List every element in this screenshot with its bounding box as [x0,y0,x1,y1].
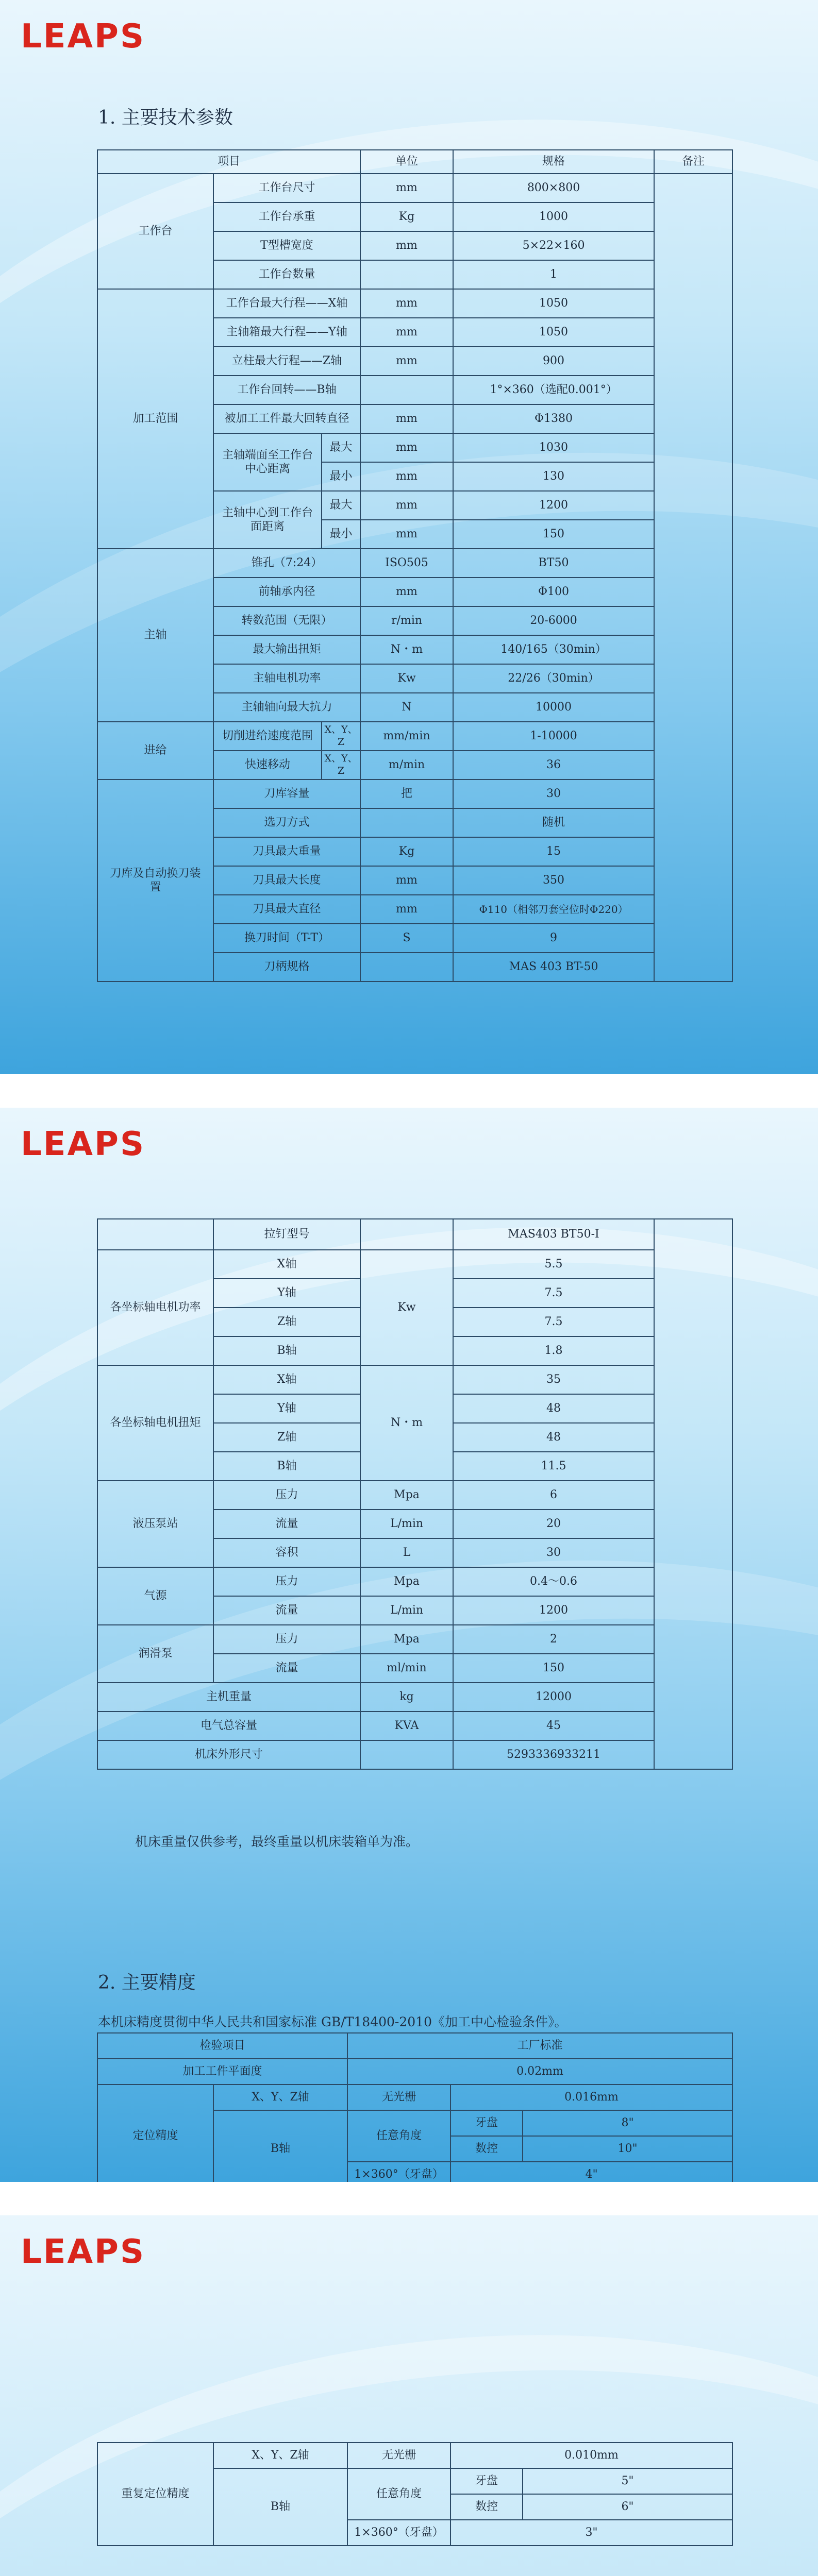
cell-unit: mm/min [360,722,453,751]
cell-item: 流量 [213,1596,360,1625]
cell-spec: 15 [453,837,654,866]
group-spindle: 主轴 [97,549,213,722]
cell-unit: N [360,693,453,722]
section2-title: 2. 主要精度 [98,1972,196,1993]
cell-item: 主轴电机功率 [213,664,360,693]
cell-cond: 1×360°（牙盘） [347,2520,450,2546]
cell-axes: B轴 [213,2110,347,2182]
cell-unit: mm [360,866,453,895]
precision-table [97,2032,733,2182]
cell-item: 转数范围（无限） [213,606,360,635]
table-row [97,1481,732,1510]
group-worktable: 工作台 [97,174,213,289]
group-torque: 各坐标轴电机扭矩 [97,1365,213,1481]
cell-item: Z轴 [213,1308,360,1336]
table-row [97,1625,732,1654]
cell-unit: ml/min [360,1654,453,1683]
cell-unit [360,376,453,404]
cell-spec: 1050 [453,289,654,318]
group-atc: 刀库及自动换刀装置 [97,779,213,981]
cell-unit: N・m [360,1365,453,1481]
cell-axes: X、Y、Z轴 [213,2084,347,2110]
cell-item: 主机重量 [97,1683,360,1711]
cell-item: 电气总容量 [97,1711,360,1740]
section1-title: 1. 主要技术参数 [98,107,233,128]
cell-unit: kg [360,1683,453,1711]
cell-spec: BT50 [453,549,654,578]
cell-spec: 35 [453,1365,654,1394]
header-item: 检验项目 [97,2033,347,2059]
group-range: 加工范围 [97,289,213,549]
table-row [97,779,732,808]
cell-axes: X、Y、Z [322,751,360,779]
cell-item: 被加工工件最大回转直径 [213,404,360,433]
cell-item: 机床外形尺寸 [97,1740,360,1769]
cell-spec: 0.010mm [450,2443,732,2468]
cell-item: 换刀时间（T-T） [213,924,360,953]
cell-spec: MAS403 BT50-I [453,1219,654,1250]
table-row [97,722,732,751]
group-air: 气源 [97,1567,213,1625]
cell-unit [360,260,453,289]
cell-spec: 10" [523,2136,732,2162]
table-header [97,2033,732,2059]
cell-unit: Kg [360,837,453,866]
cell-spec: 5×22×160 [453,231,654,260]
cell-unit [360,953,453,981]
group-lube: 润滑泵 [97,1625,213,1683]
table-row [97,1365,732,1394]
cell-spec: 130 [453,462,654,491]
page-2 [0,1108,818,2182]
cell-spec: 20 [453,1510,654,1538]
cell-spec: 0.016mm [450,2084,732,2110]
cell-item: 压力 [213,1567,360,1596]
cell-spec: 1°×360（选配0.001°） [453,376,654,404]
cell-unit: Mpa [360,1567,453,1596]
cell-item: 加工工件平面度 [97,2059,347,2084]
spec-table-1 [97,149,733,982]
cell-item: 立柱最大行程——Z轴 [213,347,360,376]
group-feed: 进给 [97,722,213,779]
cell-sub: 牙盘 [450,2110,523,2136]
cell-spec: 0.4～0.6 [453,1567,654,1596]
cell-spec: 1050 [453,318,654,347]
cell-item: 前轴承内径 [213,578,360,606]
cell-unit [360,808,453,837]
cell-item: 工作台尺寸 [213,174,360,202]
brand-logo: LEAPS [21,2233,146,2271]
cell-item: Z轴 [213,1423,360,1452]
cell-spec: 10000 [453,693,654,722]
cell-unit: mm [360,578,453,606]
cell-unit: N・m [360,635,453,664]
cell-unit: mm [360,520,453,549]
cell-note [654,1219,732,1769]
cell-unit: mm [360,462,453,491]
header-unit: 单位 [360,150,453,174]
cell-axes: B轴 [213,2468,347,2546]
table-row [97,1683,732,1711]
cell-item: 切削进给速度范围 [213,722,322,751]
cell-item: X轴 [213,1365,360,1394]
table-row [97,1711,732,1740]
cell-item: 工作台承重 [213,202,360,231]
group-repeat: 重复定位精度 [97,2443,213,2546]
cell-item: 刀柄规格 [213,953,360,981]
cell-spec: 5293336933211 [453,1740,654,1769]
cell-spec: 7.5 [453,1279,654,1308]
cell-unit: Kw [360,1250,453,1365]
cell-spec: 350 [453,866,654,895]
cell-item: 选刀方式 [213,808,360,837]
table-row [97,289,732,318]
table-row [97,174,732,202]
cell-note [654,174,732,981]
cell-axes: X、Y、Z轴 [213,2443,347,2468]
cell-item: 工作台最大行程——X轴 [213,289,360,318]
cell-min: 最小 [322,462,360,491]
cell-min: 最小 [322,520,360,549]
cell-item: 拉钉型号 [213,1219,360,1250]
header-std: 工厂标准 [347,2033,732,2059]
cell-spec: 30 [453,1538,654,1567]
cell-spec: 1 [453,260,654,289]
cell-spec: 45 [453,1711,654,1740]
cell-unit: KVA [360,1711,453,1740]
page-3 [0,2215,818,2576]
cell-sublabel: 主轴端面至工作台中心距离 [213,433,322,491]
cell-item: B轴 [213,1452,360,1481]
page-1 [0,0,818,1074]
cell-item: 工作台回转——B轴 [213,376,360,404]
cell-cond: 无光栅 [347,2084,450,2110]
table-row [97,1740,732,1769]
cell-item: 工作台数量 [213,260,360,289]
cell-item: 压力 [213,1481,360,1510]
cell-unit [360,1740,453,1769]
cell-cond: 无光栅 [347,2443,450,2468]
cell-unit: 把 [360,779,453,808]
cell-unit: ISO505 [360,549,453,578]
cell-sub: 牙盘 [450,2468,523,2494]
cell-item: Y轴 [213,1394,360,1423]
cell-spec: 3" [450,2520,732,2546]
cell-unit: Kw [360,664,453,693]
cell-unit: mm [360,895,453,924]
cell-max: 最大 [322,433,360,462]
cell-unit: Mpa [360,1625,453,1654]
brand-logo: LEAPS [21,1125,146,1163]
cell-item: T型槽宽度 [213,231,360,260]
cell-unit: mm [360,174,453,202]
cell-spec: 36 [453,751,654,779]
cell-spec: 20-6000 [453,606,654,635]
table-row [97,549,732,578]
cell-item: 刀库容量 [213,779,360,808]
cell-spec: 140/165（30min） [453,635,654,664]
cell-spec: 7.5 [453,1308,654,1336]
cell-spec: 4" [450,2162,732,2182]
cell-item: 刀具最大重量 [213,837,360,866]
cell-item: 刀具最大长度 [213,866,360,895]
cell-spec: 1200 [453,1596,654,1625]
group-positioning: 定位精度 [97,2084,213,2182]
cell-max: 最大 [322,491,360,520]
cell-item: B轴 [213,1336,360,1365]
cell-item: 主轴箱最大行程——Y轴 [213,318,360,347]
cell-spec: MAS 403 BT-50 [453,953,654,981]
header-note: 备注 [654,150,732,174]
cell-cond: 任意角度 [347,2110,450,2162]
brand-logo: LEAPS [21,18,146,56]
cell-item: 压力 [213,1625,360,1654]
cell-item: Y轴 [213,1279,360,1308]
table-row [97,2059,732,2084]
cell-unit: S [360,924,453,953]
repeat-precision-table [97,2442,733,2546]
table-row [97,1567,732,1596]
cell-axes: X、Y、Z [322,722,360,751]
cell-unit: L [360,1538,453,1567]
cell-unit: Mpa [360,1481,453,1510]
cell-item: X轴 [213,1250,360,1279]
table-row [97,2443,732,2468]
cell-spec: 48 [453,1423,654,1452]
cell-spec: 11.5 [453,1452,654,1481]
cell-spec: 30 [453,779,654,808]
group-power: 各坐标轴电机功率 [97,1250,213,1365]
cell-unit: mm [360,231,453,260]
cell-spec: 1000 [453,202,654,231]
cell-spec: Φ100 [453,578,654,606]
cell-unit: mm [360,347,453,376]
header-spec: 规格 [453,150,654,174]
cell-unit: m/min [360,751,453,779]
cell-spec: 48 [453,1394,654,1423]
cell-cond: 1×360°（牙盘） [347,2162,450,2182]
cell-spec: 1200 [453,491,654,520]
cell-item: 快速移动 [213,751,322,779]
precision-intro: 本机床精度贯彻中华人民共和国家标准 GB/T18400-2010《加工中心检验条件》。 [98,2014,567,2029]
cell-spec: 5.5 [453,1250,654,1279]
cell-spec: 1030 [453,433,654,462]
cell-sub: 数控 [450,2494,523,2520]
cell-unit: mm [360,491,453,520]
cell-spec: 6 [453,1481,654,1510]
cell-cond: 任意角度 [347,2468,450,2520]
header-item: 项目 [97,150,360,174]
cell-item: 容积 [213,1538,360,1567]
cell-item: 最大输出扭矩 [213,635,360,664]
cell-item: 流量 [213,1510,360,1538]
cell-spec: 150 [453,1654,654,1683]
table-header [97,150,732,174]
table-row [97,1250,732,1279]
cell-unit: L/min [360,1510,453,1538]
cell-unit: mm [360,318,453,347]
cell-unit: mm [360,404,453,433]
cell-sub: 数控 [450,2136,523,2162]
cell-spec: Φ110（相邻刀套空位时Φ220） [453,895,654,924]
cell-spec: 2 [453,1625,654,1654]
cell-spec: 0.02mm [347,2059,732,2084]
cell-spec: 1.8 [453,1336,654,1365]
table-row [97,1219,732,1250]
cell-spec: 6" [523,2494,732,2520]
cell-unit: mm [360,289,453,318]
weight-note: 机床重量仅供参考，最终重量以机床装箱单为准。 [135,1834,419,1849]
cell-item: 流量 [213,1654,360,1683]
cell-spec: 900 [453,347,654,376]
cell-spec: 1-10000 [453,722,654,751]
cell-item: 刀具最大直径 [213,895,360,924]
cell-spec: 800×800 [453,174,654,202]
cell-spec: 9 [453,924,654,953]
group-hydraulic: 液压泵站 [97,1481,213,1567]
spec-table-2 [97,1218,733,1770]
cell-spec: 5" [523,2468,732,2494]
cell-spec: 150 [453,520,654,549]
cell-spec: 8" [523,2110,732,2136]
cell-unit: mm [360,433,453,462]
cell-sublabel: 主轴中心到工作台面距离 [213,491,322,549]
cell-item: 锥孔（7:24） [213,549,360,578]
cell-spec: 随机 [453,808,654,837]
cell-spec: Φ1380 [453,404,654,433]
cell-spec: 22/26（30min） [453,664,654,693]
table-row [97,2084,732,2110]
cell-unit: Kg [360,202,453,231]
cell-unit: r/min [360,606,453,635]
cell-unit: L/min [360,1596,453,1625]
cell-item: 主轴轴向最大抗力 [213,693,360,722]
cell-spec: 12000 [453,1683,654,1711]
